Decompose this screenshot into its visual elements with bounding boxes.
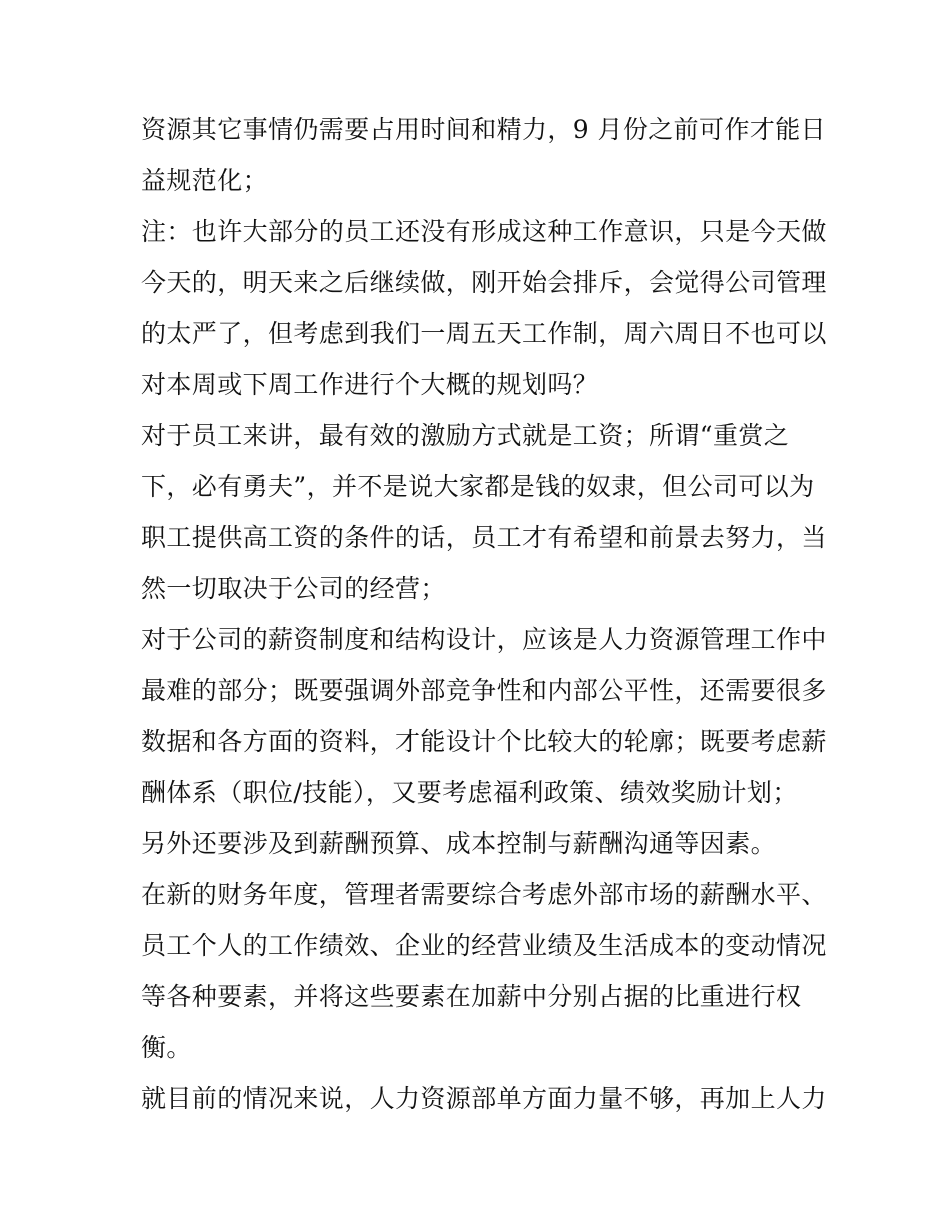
text-line: 今天的，明天来之后继续做，刚开始会排斥，会觉得公司管理 <box>141 268 827 297</box>
text-line: 衡。 <box>141 1033 192 1062</box>
text-line: 职工提供高工资的条件的话，员工才有希望和前景去努力，当 <box>141 523 827 552</box>
text-line: 数据和各方面的资料，才能设计个比较大的轮廓；既要考虑薪 <box>141 727 827 756</box>
text-line: 对于员工来讲，最有效的激励方式就是工资；所谓“重赏之 <box>141 421 790 450</box>
text-line: 对本周或下周工作进行个大概的规划吗？ <box>141 370 599 399</box>
text-line: 然一切取决于公司的经营； <box>141 574 446 603</box>
text-line: 等各种要素，并将这些要素在加薪中分别占据的比重进行权 <box>141 982 802 1011</box>
text-line: 最难的部分；既要强调外部竞争性和内部公平性，还需要很多 <box>141 676 827 705</box>
text-line: 员工个人的工作绩效、企业的经营业绩及生活成本的变动情况 <box>141 931 827 960</box>
text-line: 的太严了，但考虑到我们一周五天工作制，周六周日不也可以 <box>141 319 827 348</box>
text-line: 对于公司的薪资制度和结构设计，应该是人力资源管理工作中 <box>141 625 827 654</box>
text-line: 在新的财务年度，管理者需要综合考虑外部市场的薪酬水平、 <box>141 880 827 909</box>
text-line: 益规范化； <box>141 166 269 195</box>
text-line: 注：也许大部分的员工还没有形成这种工作意识，只是今天做 <box>141 217 827 246</box>
text-line: 另外还要涉及到薪酬预算、成本控制与薪酬沟通等因素。 <box>141 829 777 858</box>
text-line: 酬体系（职位/技能），又要考虑福利政策、绩效奖励计划； <box>141 778 798 807</box>
text-line: 资源其它事情仍需要占用时间和精力，9 月份之前可作才能日 <box>141 115 827 144</box>
text-line: 下，必有勇夫”，并不是说大家都是钱的奴隶，但公司可以为 <box>141 472 815 501</box>
text-line: 就目前的情况来说，人力资源部单方面力量不够，再加上人力 <box>141 1084 827 1113</box>
